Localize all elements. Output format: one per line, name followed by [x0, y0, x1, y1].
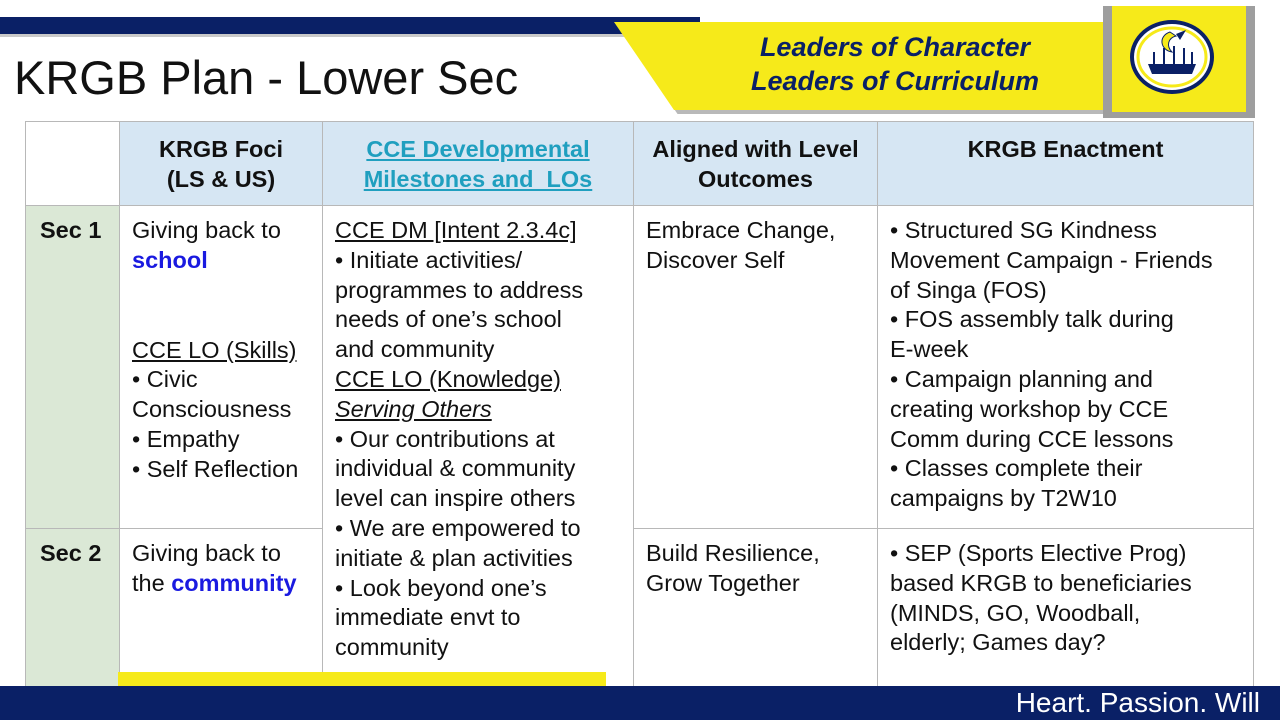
sec1-skill-item: • Empathy	[132, 425, 240, 452]
table-header-row	[26, 122, 1254, 206]
tagline	[720, 30, 1070, 98]
sec1-enactment-line: E-week	[890, 336, 969, 363]
header-blank-cell	[26, 122, 120, 206]
sec1-enactment-line: • Campaign planning and	[890, 365, 1153, 392]
sec1-skill-item: • Self Reflection	[132, 455, 299, 482]
sec2-foci-prefix: Giving back to	[132, 540, 281, 566]
sec1-enactment-line: • FOS assembly talk during	[890, 306, 1174, 333]
cce-dm-line: • Initiate activities/	[335, 246, 523, 273]
sec2-enactment-line: (MINDS, GO, Woodball,	[890, 599, 1141, 626]
cce-lo-line: level can inspire others	[335, 485, 576, 512]
header-foci-line-1: KRGB Foci	[158, 136, 284, 162]
header-aligned-outcomes	[634, 122, 878, 206]
sec2-aligned-cell	[634, 529, 878, 709]
sec1-skill-item: Consciousness	[132, 396, 292, 423]
header-krgb-enactment: KRGB Enactment	[878, 122, 1254, 206]
sec1-aligned-line: Embrace Change,	[646, 217, 836, 243]
sec1-label: Sec 1	[26, 206, 120, 529]
sec2-foci-the: the	[132, 569, 165, 596]
cce-lo-subheading: Serving Others	[335, 395, 492, 422]
cce-lo-line: • Look beyond one’s	[335, 574, 547, 601]
cce-lo-line: • Our contributions at	[335, 425, 555, 452]
sec2-label: Sec 2	[26, 529, 120, 709]
sec1-foci-cell	[120, 206, 323, 529]
sec1-enactment-line: • Classes complete their	[890, 455, 1143, 482]
sec2-enactment-line: • SEP (Sports Elective Prog)	[890, 540, 1187, 566]
header-cce-milestones[interactable]	[323, 122, 634, 206]
header-krgb-foci	[120, 122, 323, 206]
sec2-enactment-cell	[878, 529, 1254, 709]
header-cce-link-line-1[interactable]: CCE Developmental	[366, 136, 590, 162]
sec1-foci-prefix: Giving back to	[132, 217, 281, 243]
header-cce-link-line-2[interactable]: Milestones and LOs	[363, 165, 593, 192]
cce-dm-line: needs of one’s school	[335, 306, 562, 333]
sec1-enactment-line: creating workshop by CCE	[890, 395, 1169, 422]
cce-lo-line: initiate & plan activities	[335, 544, 573, 571]
sec1-enactment-cell	[878, 206, 1254, 529]
header-aligned-line-2: Outcomes	[698, 165, 813, 192]
sec1-enactment-line: Movement Campaign - Friends	[890, 246, 1213, 273]
sec1-enactment-line: Comm during CCE lessons	[890, 425, 1174, 452]
header-aligned-line-1: Aligned with Level	[652, 136, 859, 162]
cce-lo-line: • We are empowered to	[335, 514, 581, 541]
footer-motto: Heart. Passion. Will	[1015, 687, 1260, 718]
sec1-enactment-line: • Structured SG Kindness	[890, 217, 1157, 243]
sec1-skills-heading: CCE LO (Skills)	[132, 336, 297, 363]
cce-lo-line: community	[335, 634, 449, 661]
table-row-sec1	[26, 206, 1254, 529]
cce-dm-line: and community	[335, 336, 495, 363]
cce-dm-heading: CCE DM [Intent 2.3.4c]	[335, 217, 577, 243]
school-crest-icon	[1130, 20, 1214, 94]
tagline-line-1: Leaders of Character	[759, 32, 1031, 62]
sec2-foci-line-2	[132, 569, 322, 599]
sec2-enactment-line: elderly; Games day?	[890, 629, 1106, 656]
top-navy-bar	[0, 17, 700, 34]
sec2-foci-highlight: community	[171, 569, 297, 596]
sec1-enactment-line: of Singa (FOS)	[890, 276, 1047, 303]
sec2-aligned-line: Grow Together	[646, 569, 800, 596]
cce-milestones-cell	[323, 206, 634, 709]
sec1-aligned-line: Discover Self	[646, 246, 785, 273]
sec1-foci-highlight: school	[132, 246, 208, 273]
cce-lo-line: individual & community	[335, 455, 576, 482]
tagline-line-2: Leaders of Curriculum	[750, 66, 1040, 96]
krgb-plan-table	[25, 121, 1254, 709]
cce-lo-heading: CCE LO (Knowledge)	[335, 365, 561, 392]
sec1-foci-gap	[132, 276, 322, 336]
header-foci-line-2: (LS & US)	[166, 165, 276, 192]
top-grey-line	[0, 34, 690, 37]
sec1-aligned-cell	[634, 206, 878, 529]
cce-dm-line: programmes to address	[335, 276, 584, 303]
page-title: KRGB Plan - Lower Sec	[14, 51, 519, 104]
sec2-enactment-line: based KRGB to beneficiaries	[890, 569, 1192, 596]
sec2-aligned-line: Build Resilience,	[646, 540, 820, 566]
sec1-enactment-line: campaigns by T2W10	[890, 485, 1117, 512]
cce-lo-line: immediate envt to	[335, 604, 521, 631]
sec1-skill-item: • Civic	[132, 366, 198, 393]
